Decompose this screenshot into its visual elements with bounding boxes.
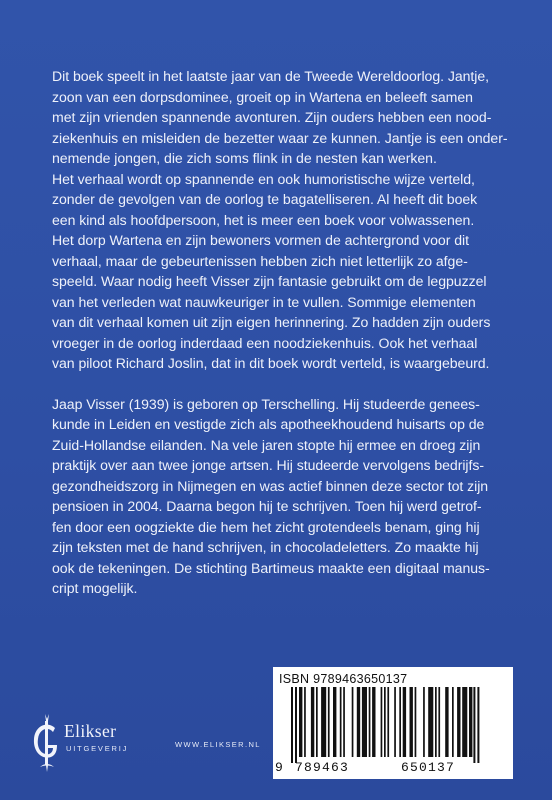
blurb-line: kunde in Leiden en vestigde zich als apotheekhoudend huisarts op de bbox=[52, 416, 485, 432]
barcode-bar bbox=[299, 687, 302, 757]
blurb-line: cript mogelijk. bbox=[52, 580, 138, 596]
barcode-digit-first: 9 bbox=[275, 760, 285, 775]
barcode-bar bbox=[435, 687, 437, 757]
barcode-bar bbox=[462, 687, 467, 757]
barcode-guard-bar bbox=[473, 687, 475, 763]
barcode-bar bbox=[438, 687, 440, 757]
blurb-line: ziekenhuis en misleiden de bezetter waar ze kunnen. Jantje is een onder- bbox=[52, 129, 508, 146]
blurb-line: praktijk over aan twee jonge artsen. Hij studeerde vervolgens bedrijfs- bbox=[52, 457, 485, 473]
blurb-line: met zijn vrienden spannende avonturen. Zijn ouders hebben een nood- bbox=[52, 109, 492, 125]
blurb-text bbox=[52, 66, 508, 599]
barcode-bar bbox=[357, 687, 360, 757]
barcode-bar bbox=[399, 687, 401, 757]
barcode-guard-bar bbox=[295, 687, 297, 763]
barcode-bar bbox=[304, 687, 306, 757]
blurb-line: verhaal, maar de gebeurtenissen hebben zich niet letterlijk zo afge- bbox=[52, 252, 468, 269]
blurb-paragraph-author bbox=[52, 394, 508, 599]
barcode-guard-bar bbox=[291, 687, 293, 763]
barcode-bar bbox=[316, 687, 318, 757]
blurb-paragraph-story bbox=[52, 66, 508, 374]
blurb-line: Het dorp Wartena en zijn bewoners vormen de achtergrond voor dit bbox=[52, 232, 469, 248]
publisher-logo bbox=[30, 712, 190, 782]
barcode-bar bbox=[387, 687, 389, 757]
publisher-name: Elikser bbox=[64, 721, 117, 741]
barcode-bar bbox=[457, 687, 460, 757]
barcode-digit-group-right: 650137 bbox=[401, 760, 456, 775]
barcode-bar bbox=[311, 687, 314, 757]
barcode-bar bbox=[410, 687, 413, 757]
barcode-bar bbox=[403, 687, 406, 757]
barcode-guard-bar bbox=[477, 687, 479, 763]
blurb-line: zijn teksten met de hand schrijven, in chocoladeletters. Zo maakte hij bbox=[52, 539, 479, 555]
blurb-line: gezondheidszorg in Nijmegen en was actief binnen deze sector tot zijn bbox=[52, 477, 489, 494]
barcode-bar bbox=[469, 687, 472, 757]
isbn-label: ISBN 9789463650137 bbox=[279, 672, 408, 686]
publisher-website: WWW.ELIKSER.NL bbox=[175, 740, 261, 749]
barcode-bar bbox=[384, 687, 386, 757]
barcode-bar bbox=[452, 687, 454, 757]
isbn-barcode bbox=[273, 667, 513, 779]
barcode-bar bbox=[423, 687, 425, 757]
blurb-line: ook de tekeningen. De stichting Bartimeus maakte een digitaal manus- bbox=[52, 559, 490, 576]
barcode-bar bbox=[352, 687, 354, 757]
blurb-line: Het verhaal wordt op spannende en ook humoristische wijze verteld, bbox=[52, 170, 475, 187]
blurb-line: zonder de gevolgen van de oorlog te bagatelliseren. Al heeft dit boek bbox=[52, 191, 478, 207]
blurb-line: speeld. Waar nodig heeft Visser zijn fantasie gebruikt om de legpuzzel bbox=[52, 273, 487, 289]
blurb-line: nemende jongen, die zich soms flink in de nesten kan werken. bbox=[52, 150, 437, 166]
barcode-bar bbox=[394, 687, 396, 757]
blurb-line: van piloot Richard Joslin, dat in dit boek wordt verteld, is waargebeurd. bbox=[52, 355, 490, 371]
barcode-bars bbox=[277, 687, 509, 765]
barcode-bar bbox=[381, 687, 383, 757]
barcode-bar bbox=[343, 687, 345, 757]
barcode-digit-group-left: 789463 bbox=[295, 760, 350, 775]
barcode-bar bbox=[333, 687, 336, 757]
blurb-line: Dit boek speelt in het laatste jaar van de Tweede Wereldoorlog. Jantje, bbox=[52, 68, 490, 84]
blurb-line: een kind als hoofdpersoon, het is meer een boek voor volwassenen. bbox=[52, 211, 475, 228]
barcode-bar bbox=[321, 687, 326, 757]
paragraph-gap bbox=[52, 374, 508, 394]
barcode-bar bbox=[428, 687, 433, 757]
barcode-bar bbox=[362, 687, 367, 757]
blurb-line: zoon van een dorpsdominee, groeit op in Wartena en beleeft samen bbox=[52, 88, 473, 105]
barcode-bar bbox=[445, 687, 448, 757]
blurb-line: van het verleden wat nauwkeuriger in te vullen. Sommige elementen bbox=[52, 293, 476, 310]
blurb-line: vroeger in de oorlog inderdaad een noodziekenhuis. Ook het verhaal bbox=[52, 334, 478, 351]
barcode-bar bbox=[369, 687, 371, 757]
blurb-line: Jaap Visser (1939) is geboren op Terschelling. Hij studeerde genees- bbox=[52, 395, 480, 412]
blurb-line: Zuid-Hollandse eilanden. Na vele jaren stopte hij ermee en droeg zijn bbox=[52, 436, 481, 453]
barcode-bar bbox=[328, 687, 330, 757]
publisher-subtitle: UITGEVERIJ bbox=[66, 744, 129, 753]
blurb-line: pensioen in 2004. Daarna begon hij te schrijven. Toen hij werd getrof- bbox=[52, 498, 482, 514]
barcode-bar bbox=[340, 687, 342, 757]
blurb-line: van dit verhaal komen uit zijn eigen herinnering. Zo hadden zijn ouders bbox=[52, 314, 491, 330]
blurb-line: fen door een oogziekte die hem het zicht grotendeels benam, ging hij bbox=[52, 518, 480, 535]
barcode-bar bbox=[415, 687, 417, 757]
elikser-emblem-icon bbox=[30, 712, 64, 776]
barcode-bar bbox=[372, 687, 375, 757]
